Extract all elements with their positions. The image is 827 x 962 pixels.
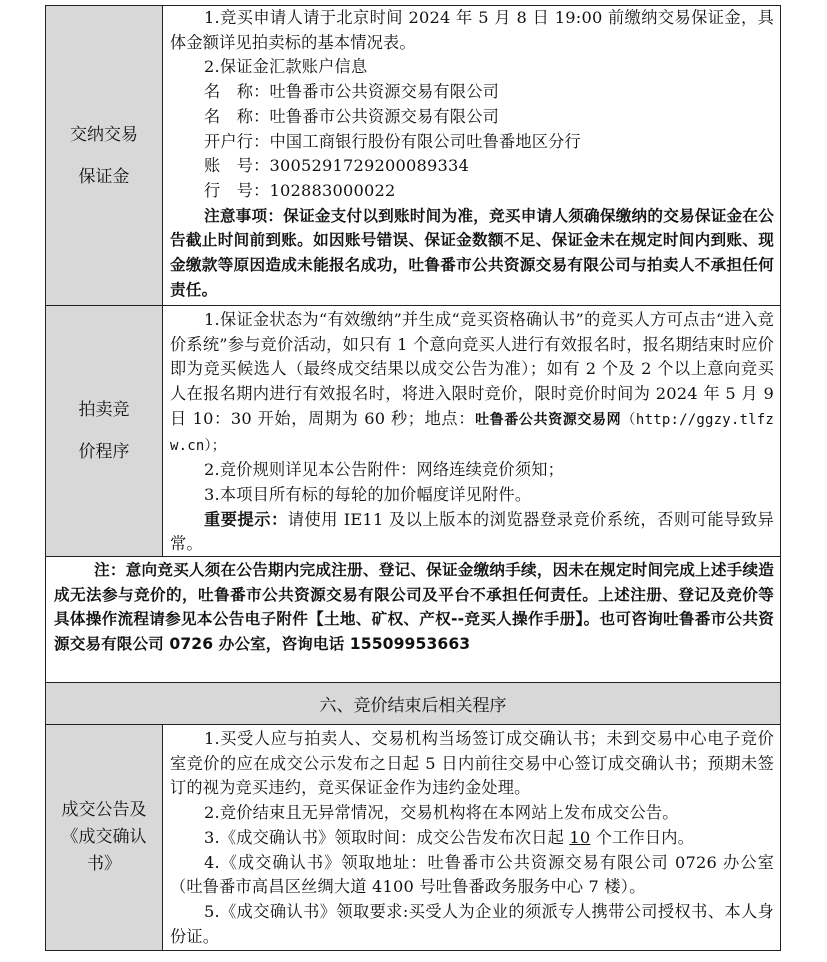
- auction-tip-text: 请使用 IE11 及以上版本的浏览器登录竞价系统，否则可能导致异常。: [170, 509, 774, 554]
- deal-rule-3-text: 3.《成交确认书》领取时间：成交公告发布次日起: [204, 827, 564, 847]
- deal-rule-1: 1.买受人应与拍卖人、交易机构当场签订成交确认书；未到交易中心电子竞价室竞价的应在成交公示发布之日起 5 日内前往交易中心签订成交确认书；预期未签订的视为竞买违约，竞买保证金作为违约金处理。: [170, 729, 774, 798]
- announcement-table: [45, 5, 781, 951]
- deposit-notice: 注意事项：保证金支付以到账时间为准，竞买申请人须确保缴纳的交易保证金在公告截止时间前到账。如因账号错误、保证金数额不足、保证金未在规定时间内到账、现金缴款等原因造成未能报名成功，吐鲁番市公共资源交易有限公司与拍卖人不承担任何责任。: [170, 206, 774, 299]
- deposit-content: [163, 6, 780, 305]
- auction-rule-1-text: 1.保证金状态为“有效缴纳”并生成“竞买资格确认书”的竞买人方可点击“进入竞价系统”参与竞价活动，如只有 1 个意向竞买人进行有效报名时，报名期结束时应价即为竞买候选人（最终成交结果以成交公告为准）；如有 2 个及 2 个以上意向竞买人在报名期内进行有效报名时，将进入限时竞价，限时竞价时间为 2024 年 5 月 9 日 10：30 开始，周期为 60 秒；地点：: [170, 310, 774, 428]
- auction-rule-1: [170, 308, 774, 458]
- deal-row: [46, 725, 780, 950]
- deposit-label-line: 交纳交易: [70, 124, 138, 145]
- account-name: 名 称：吐鲁番市公共资源交易有限公司: [204, 82, 499, 102]
- auction-rule-3: 3.本项目所有标的每轮的加价幅度详见附件。: [204, 484, 532, 504]
- deposit-account-heading: 2.保证金汇款账户信息: [204, 57, 368, 77]
- bank-number: 行 号：102883000022: [204, 180, 396, 200]
- auction-label: [46, 306, 163, 556]
- note-row: [46, 557, 780, 683]
- section-header: [46, 683, 780, 725]
- deposit-label-line: 保证金: [78, 166, 130, 187]
- deal-content: [163, 725, 780, 950]
- note-text: 注：意向竞买人须在公告期内完成注册、登记、保证金缴纳手续，因未在规定时间完成上述手续造成无法参与竞价的，吐鲁番市公共资源交易有限公司及平台不承担任何责任。上述注册、登记及竞价等具体操作流程请参见本公告电子附件【土地、矿权、产权--竞买人操作手册】。也可咨询吐鲁番市公共资源交易有限公司 0726 办公室，咨询电话 15509953663: [54, 561, 774, 653]
- deal-rule-3: [170, 826, 774, 851]
- auction-site-link[interactable]: （http://ggzy.tlfzw.cn）；: [170, 411, 774, 454]
- deal-rule-4: 4.《成交确认书》领取地址：吐鲁番市公共资源交易有限公司 0726 办公室（吐鲁番市高昌区丝绸大道 4100 号吐鲁番政务服务中心 7 楼）。: [170, 852, 774, 897]
- auction-tip: [170, 508, 774, 557]
- deposit-deadline: 1.竞买申请人请于北京时间 2024 年 5 月 8 日 19:00 前缴纳交易保证金，具体金额详见拍卖标的基本情况表。: [170, 8, 774, 52]
- auction-row: [46, 306, 780, 557]
- section-title: 六、竞价结束后相关程序: [319, 696, 507, 716]
- deal-label: [46, 725, 163, 950]
- auction-tip-label: 重要提示：: [204, 509, 288, 529]
- deal-rule-2: 2.竞价结束且无异常情况，交易机构将在本网站上发布成交公告。: [204, 803, 679, 823]
- deal-label-line: 《成交确认: [61, 827, 147, 847]
- account-name: 名 称：吐鲁番市公共资源交易有限公司: [204, 106, 499, 126]
- deal-rule-5: 5.《成交确认书》领取要求:买受人为企业的须派专人携带公司授权书、本人身份证。: [170, 901, 774, 946]
- account-number: 账 号：3005291729200089334: [204, 156, 470, 176]
- auction-content: [163, 306, 780, 556]
- deposit-row: [46, 6, 780, 306]
- note-content: [46, 557, 780, 682]
- deal-rule-3-days: 10: [569, 827, 591, 847]
- deal-label-line: 书》: [87, 854, 121, 874]
- deposit-label: [46, 6, 163, 305]
- account-bank: 开户行：中国工商银行股份有限公司吐鲁番地区分行: [204, 131, 581, 151]
- auction-label-line: 拍卖竞: [78, 400, 130, 420]
- auction-site-name: 吐鲁番公共资源交易网: [475, 411, 622, 428]
- deal-rule-3-suffix: 个工作日内。: [595, 827, 695, 847]
- deal-label-line: 成交公告及: [61, 800, 147, 820]
- auction-label-line: 价程序: [78, 442, 130, 462]
- auction-rule-2: 2.竞价规则详见本公告附件：网络连续竞价须知；: [204, 460, 564, 480]
